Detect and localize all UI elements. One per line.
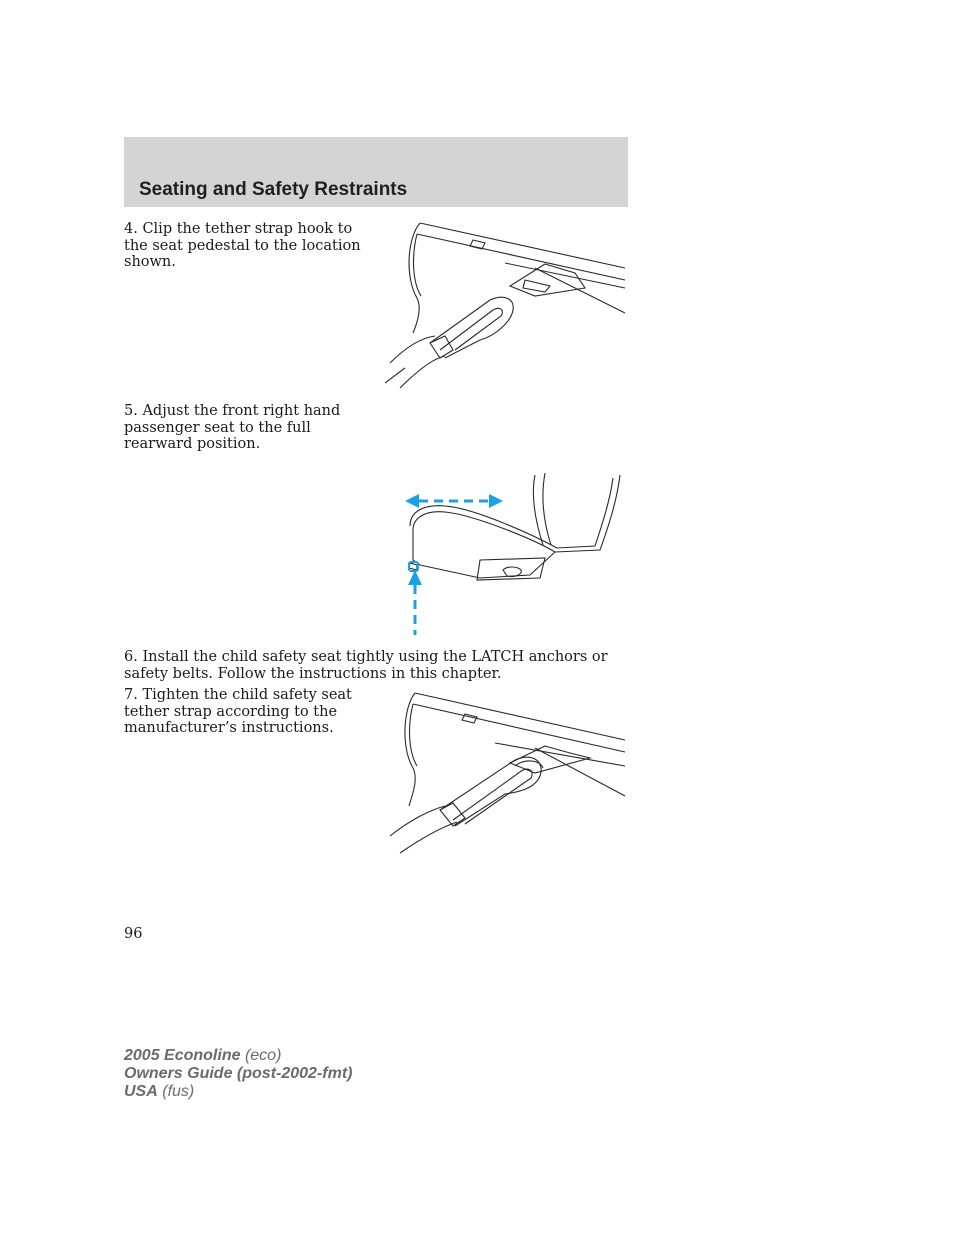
footer-document-info	[124, 1047, 352, 1101]
step-7-text: 7. Tighten the child safety seat tether strap according to the manufacturer’s instructions.	[124, 687, 352, 736]
section-title: Seating and Safety Restraints	[139, 179, 408, 200]
page-number: 96	[124, 926, 143, 942]
step-6-text: 6. Install the child safety seat tightly using the LATCH anchors or safety belts. Follow the instructions in this chapter.	[124, 649, 608, 682]
step-5-text: 5. Adjust the front right hand passenger seat to the full rearward position.	[124, 403, 341, 452]
footer-market: USA	[124, 1083, 158, 1100]
section-header-band	[124, 137, 628, 207]
footer-guide-title: Owners Guide (post-2002-fmt)	[124, 1065, 353, 1082]
footer-model: 2005 Econoline	[124, 1047, 241, 1064]
step-4-text: 4. Clip the tether strap hook to the seat pedestal to the location shown.	[124, 221, 361, 270]
figure-seat-rearward-position	[395, 470, 630, 638]
figure-tighten-tether-strap	[385, 688, 630, 856]
footer-model-code: (eco)	[244, 1047, 282, 1064]
footer-market-code: (fus)	[162, 1083, 195, 1100]
figure-clip-tether-hook	[385, 218, 630, 393]
